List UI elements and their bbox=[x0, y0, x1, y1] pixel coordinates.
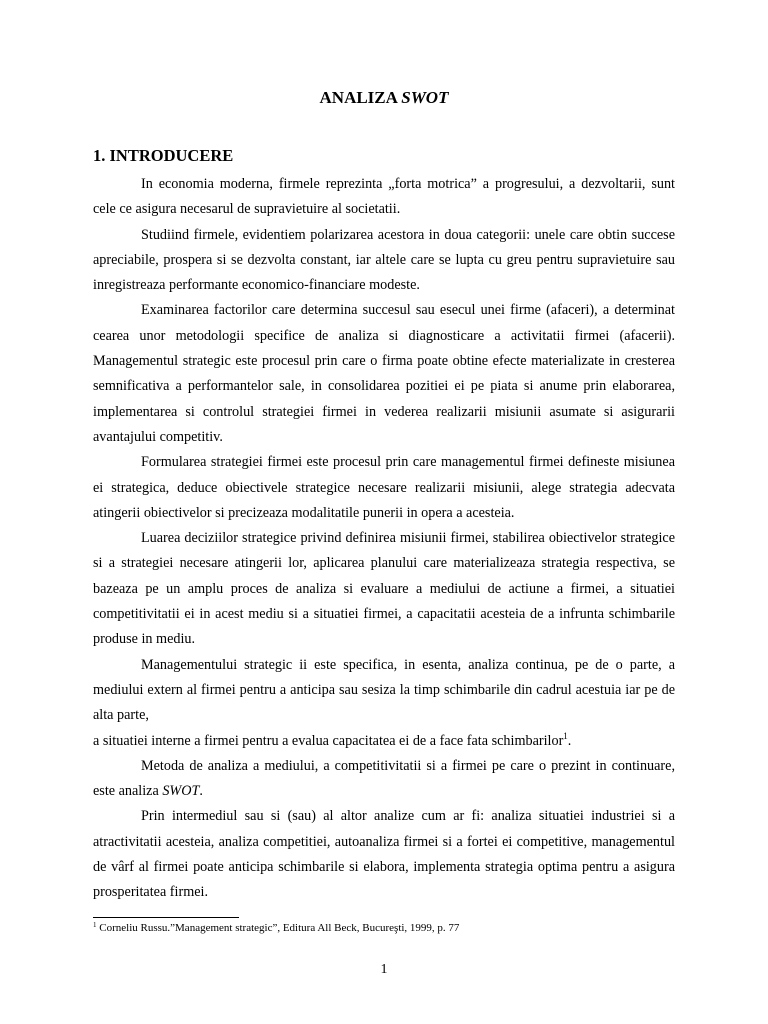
section-heading: 1. INTRODUCERE bbox=[93, 146, 234, 165]
paragraph-8-end: . bbox=[199, 783, 203, 800]
title-italic-text: SWOT bbox=[401, 88, 449, 107]
body-text bbox=[93, 172, 675, 906]
paragraph-8-text: Metoda de analiza a mediului, a competitivitatii si a firmei pe care o prezint in continuare, este analiza bbox=[93, 757, 675, 800]
paragraph-2: Studiind firmele, evidentiem polarizarea acestora in doua categorii: unele care obtin succese apreciabile, prospera si se dezvolta constant, iar altele care se lupta cu greu pentru supravietuire sau inregistreaza performante economico-financiare modeste. bbox=[93, 226, 675, 294]
paragraph-7-end: . bbox=[567, 732, 572, 749]
paragraph-9: Prin intermediul sau si (sau) al altor analize cum ar fi: analiza situatiei industriei si a atractivitatii acesteia, analiza competitiei, autoanaliza firmei si a fortei ei competitive, managementul de vârf al firmei poate anticipa schimbarile si elabora, implementa strategia optima pentru a asigura prosperitatea firmei. bbox=[93, 808, 675, 901]
paragraph-7-text: a situatiei interne a firmei pentru a evalua capacitatea ei de a face fata schimbarilor bbox=[93, 732, 564, 749]
footnote-separator bbox=[93, 917, 239, 918]
footnote-text: Corneliu Russu.”Management strategic”, Editura All Beck, Bucureşti, 1999, p. 77 bbox=[96, 922, 460, 934]
page-number: 1 bbox=[380, 962, 388, 977]
document-title bbox=[0, 88, 768, 108]
paragraph-3: Examinarea factorilor care determina succesul sau esecul unei firme (afaceri), a determinat cearea unor metodologii specifice de analiza si diagnosticare a activitatii firmei (afacerii). Managementul strategic este procesul prin care o firma poate obtine efecte materializate in cresterea semnificativa a performantelor sale, in consolidarea pozitiei ei pe piata si anume prin elaborarea, implementarea si controlul strategiei firmei in vederea realizarii misiunii asumate si asigurarii avantajului competitiv. bbox=[93, 302, 675, 445]
footnote-reference[interactable]: 1 bbox=[563, 730, 568, 741]
paragraph-8-italic: SWOT bbox=[162, 783, 200, 800]
footnote bbox=[93, 921, 459, 935]
paragraph-7 bbox=[93, 729, 675, 754]
paragraph-6: Managementului strategic ii este specifica, in esenta, analiza continua, pe de o parte, a mediului extern al firmei pentru a anticipa sau sesiza la timp schimbarile din cadrul acestuia iar pe de alta parte, bbox=[93, 656, 675, 724]
paragraph-8 bbox=[93, 754, 675, 805]
paragraph-1: In economia moderna, firmele reprezinta „forta motrica” a progresului, a dezvoltarii, sunt cele ce asigura necesarul de supravietuire al societatii. bbox=[93, 176, 675, 218]
title-text: ANALIZA bbox=[319, 88, 402, 107]
footnote-marker: 1 bbox=[93, 921, 97, 929]
paragraph-5: Luarea deciziilor strategice privind definirea misiunii firmei, stabilirea obiectivelor strategice si a strategiei necesare atingerii lor, aplicarea planului care materializeaza strategia respectiva, se bazeaza pe un amplu proces de analiza si evaluare a mediului de actiune a firmei, a situatiei competitivitatii ei in acest mediu si a situatiei firmei, a capacitatii acesteia de a infrunta schimbarile produse in mediu. bbox=[93, 530, 675, 648]
paragraph-4: Formularea strategiei firmei este procesul prin care managementul firmei defineste misiunea ei strategica, deduce obiectivele strategice necesare realizarii misiunii, alege strategia adecvata atingerii obiectivelor si precizeaza modalitatile punerii in opera a acesteia. bbox=[93, 454, 675, 521]
